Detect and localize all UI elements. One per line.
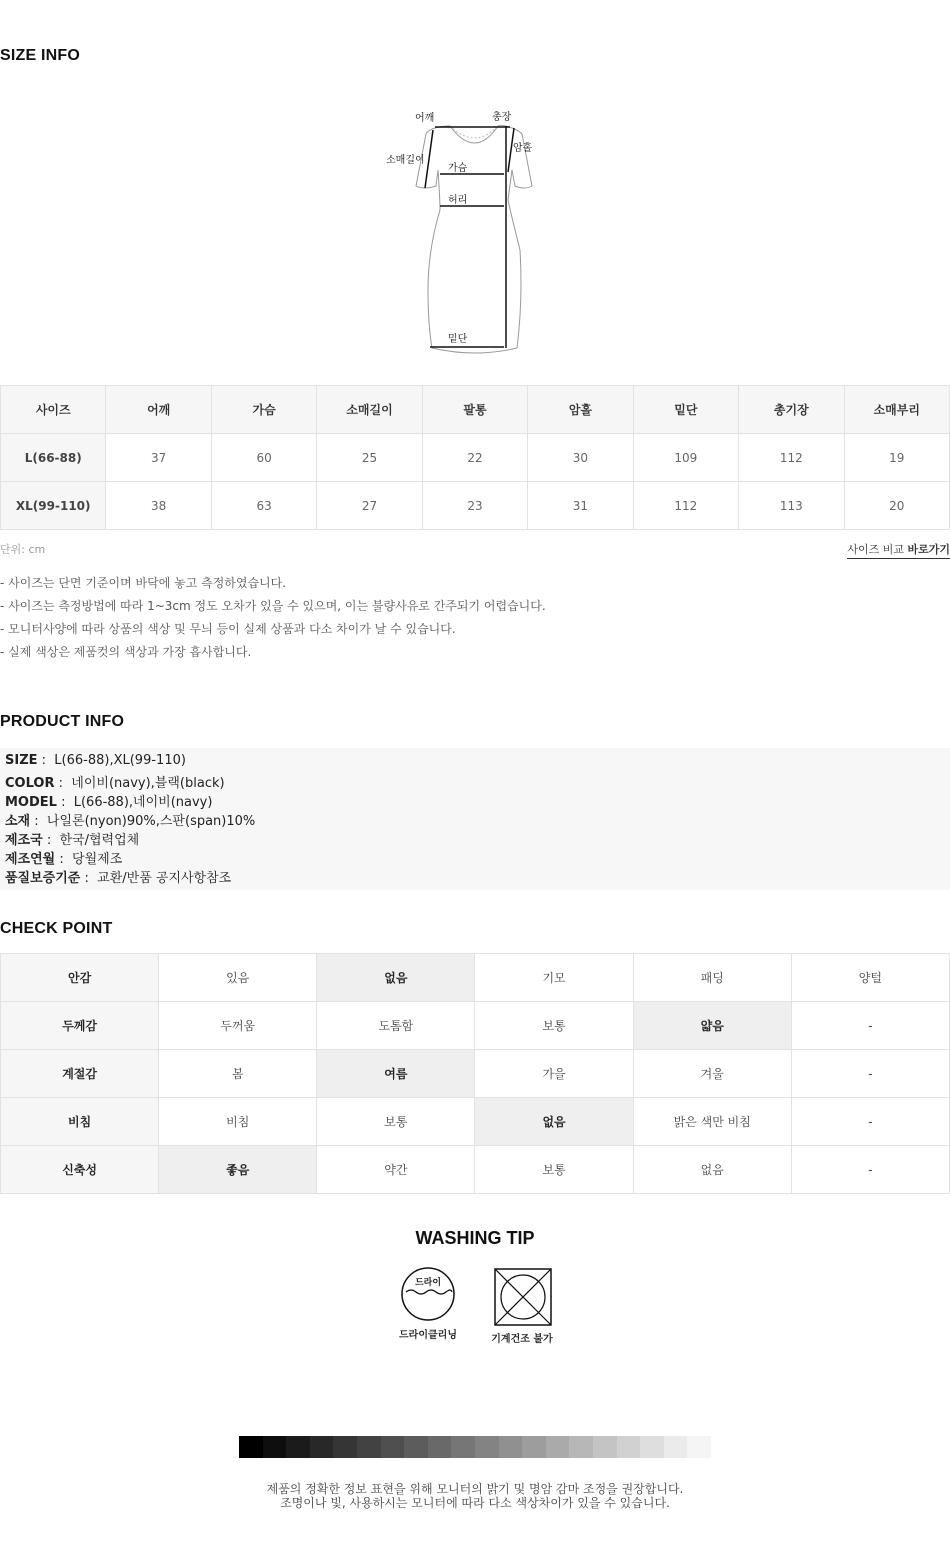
grayscale-swatch [451, 1436, 475, 1458]
product-info-row: 소재 : 나일론(nyon)90%,스판(span)10% [5, 814, 256, 829]
check-point-option: 패딩 [633, 954, 791, 1002]
grayscale-swatch [687, 1436, 711, 1458]
dry-clean-icon-text: 드라이 [414, 1278, 442, 1288]
size-cell: 37 [106, 434, 211, 482]
check-point-label: 두께감 [1, 1002, 159, 1050]
grayscale-swatch [381, 1436, 405, 1458]
grayscale-swatch [593, 1436, 617, 1458]
neckline-stitch [450, 126, 498, 138]
product-info-value: 당월제조 [72, 852, 123, 867]
check-point-option: 없음 [633, 1146, 791, 1194]
grayscale-swatch [357, 1436, 381, 1458]
size-compare-link-text: 바로가기 [907, 543, 950, 556]
product-info-value: L(66-88),XL(99-110) [54, 753, 186, 768]
check-point-option: 가을 [475, 1050, 633, 1098]
size-cell: 113 [739, 482, 844, 530]
size-cell: 60 [211, 434, 316, 482]
size-header: 암홀 [528, 386, 633, 434]
check-point-option: - [791, 1050, 949, 1098]
product-info-value: 나일론(nyon)90%,스판(span)10% [46, 814, 256, 829]
product-info-row: 제조국 : 한국/협력업체 [5, 833, 140, 848]
check-point-option: 있음 [159, 954, 317, 1002]
check-point-option: 밝은 색만 비침 [633, 1098, 791, 1146]
check-point-option-selected: 없음 [475, 1098, 633, 1146]
size-cell: 27 [317, 482, 422, 530]
product-info-box [0, 748, 950, 890]
grayscale-swatch [475, 1436, 499, 1458]
disclaimer-line: 제품의 정확한 정보 표현을 위해 모니터의 밝기 및 명암 감마 조정을 권장합니다. [266, 1482, 684, 1496]
check-point-option: 두꺼움 [159, 1002, 317, 1050]
check-point-label: 비침 [1, 1098, 159, 1146]
check-point-option: - [791, 1146, 949, 1194]
check-point-option: 보통 [475, 1002, 633, 1050]
product-info-value: L(66-88),네이비(navy) [73, 795, 213, 810]
table-row [1, 1002, 950, 1050]
product-info-key: MODEL [5, 795, 57, 810]
product-info-value: 한국/협력업체 [59, 833, 140, 848]
label-length: 총장 [492, 112, 512, 123]
check-point-option-selected: 여름 [317, 1050, 475, 1098]
size-cell: 31 [528, 482, 633, 530]
check-point-option: 도톰함 [317, 1002, 475, 1050]
dress-measurement-diagram [380, 100, 580, 360]
table-row [1, 1146, 950, 1194]
label-shoulder: 어깨 [415, 113, 435, 124]
check-point-option: 기모 [475, 954, 633, 1002]
product-info-key: 품질보증기준 [5, 871, 81, 886]
unit-label: 단위: cm [0, 543, 46, 556]
product-info-key: 제조연월 [5, 852, 56, 867]
grayscale-swatch [569, 1436, 593, 1458]
size-cell: L(66-88) [1, 434, 106, 482]
check-point-option: 비침 [159, 1098, 317, 1146]
size-table-header-row [1, 386, 950, 434]
product-info-key: 소재 [5, 814, 31, 829]
label-armhole: 암홀 [513, 143, 533, 154]
table-row [1, 434, 950, 482]
grayscale-swatch [428, 1436, 452, 1458]
label-sleeve: 소매길이 [386, 155, 425, 166]
product-info-value: 교환/반품 공지사항참조 [97, 871, 232, 886]
check-point-option: 약간 [317, 1146, 475, 1194]
size-compare-link[interactable] [847, 541, 950, 559]
size-header: 사이즈 [1, 386, 106, 434]
grayscale-swatch [286, 1436, 310, 1458]
washing-tip-title: WASHING TIP [415, 1228, 535, 1248]
size-notes [0, 574, 546, 666]
table-row [1, 1050, 950, 1098]
no-tumble-dry-label: 기계건조 불가 [491, 1334, 553, 1345]
size-header: 총기장 [739, 386, 844, 434]
grayscale-swatch [664, 1436, 688, 1458]
size-cell: XL(99-110) [1, 482, 106, 530]
dry-clean-label: 드라이클리닝 [399, 1330, 457, 1341]
grayscale-swatch [546, 1436, 570, 1458]
size-cell: 19 [844, 434, 950, 482]
table-row [1, 954, 950, 1002]
product-info-key: SIZE [5, 753, 38, 768]
size-header: 팔통 [422, 386, 527, 434]
disclaimer-line: 조명이나 빛, 사용하시는 모니터에 따라 다소 색상차이가 있을 수 있습니다. [280, 1496, 670, 1510]
product-info-title: PRODUCT INFO [0, 713, 125, 730]
size-compare-prefix: 사이즈 비교 [847, 543, 904, 556]
size-cell: 30 [528, 434, 633, 482]
check-point-table [0, 953, 950, 1194]
check-point-option: 보통 [475, 1146, 633, 1194]
list-item: - 사이즈는 단면 기준이며 바닥에 놓고 측정하였습니다. [0, 576, 287, 590]
product-info-row: 제조연월 : 당월제조 [5, 852, 123, 867]
size-info-title: SIZE INFO [0, 47, 81, 64]
size-cell: 25 [317, 434, 422, 482]
table-row [1, 482, 950, 530]
check-point-option: 봄 [159, 1050, 317, 1098]
check-point-label: 계절감 [1, 1050, 159, 1098]
check-point-label: 신축성 [1, 1146, 159, 1194]
no-tumble-dry-icon [494, 1268, 552, 1326]
size-table [0, 385, 950, 530]
check-point-label: 안감 [1, 954, 159, 1002]
size-header: 밑단 [633, 386, 738, 434]
size-cell: 20 [844, 482, 950, 530]
product-info-value: 네이비(navy),블랙(black) [71, 776, 225, 791]
check-point-option: 겨울 [633, 1050, 791, 1098]
size-header: 소매길이 [317, 386, 422, 434]
size-cell: 109 [633, 434, 738, 482]
size-cell: 23 [422, 482, 527, 530]
label-chest: 가슴 [448, 163, 468, 174]
grayscale-swatch [640, 1436, 664, 1458]
check-point-title: CHECK POINT [0, 920, 113, 937]
product-info-row: 품질보증기준 : 교환/반품 공지사항참조 [5, 871, 232, 886]
list-item: - 사이즈는 측정방법에 따라 1~3cm 정도 오차가 있을 수 있으며, 이는 불량사유로 간주되기 어렵습니다. [0, 599, 546, 613]
size-cell: 63 [211, 482, 316, 530]
check-point-option-selected: 얇음 [633, 1002, 791, 1050]
check-point-option: - [791, 1002, 949, 1050]
label-waist: 허리 [448, 195, 468, 206]
grayscale-swatch [239, 1436, 263, 1458]
check-point-option-selected: 없음 [317, 954, 475, 1002]
grayscale-swatch [310, 1436, 334, 1458]
list-item: - 실제 색상은 제품컷의 색상과 가장 흡사합니다. [0, 645, 252, 659]
size-cell: 38 [106, 482, 211, 530]
table-row [1, 1098, 950, 1146]
grayscale-calibration-bar [239, 1436, 711, 1458]
grayscale-swatch [499, 1436, 523, 1458]
dry-clean-icon [400, 1266, 456, 1322]
grayscale-swatch [333, 1436, 357, 1458]
check-point-option-selected: 좋음 [159, 1146, 317, 1194]
grayscale-swatch [404, 1436, 428, 1458]
product-info-key: 제조국 [5, 833, 43, 848]
check-point-option: 양털 [791, 954, 949, 1002]
size-header: 소매부리 [844, 386, 950, 434]
product-info-row: MODEL : L(66-88),네이비(navy) [5, 795, 213, 810]
size-header: 가슴 [211, 386, 316, 434]
size-cell: 22 [422, 434, 527, 482]
grayscale-swatch [522, 1436, 546, 1458]
sleeve-line [425, 130, 433, 188]
grayscale-swatch [617, 1436, 641, 1458]
check-point-option: - [791, 1098, 949, 1146]
size-cell: 112 [633, 482, 738, 530]
product-info-row: COLOR : 네이비(navy),블랙(black) [5, 776, 225, 791]
label-hem: 밑단 [448, 334, 468, 345]
check-point-option: 보통 [317, 1098, 475, 1146]
product-info-row: SIZE : L(66-88),XL(99-110) [5, 753, 186, 768]
list-item: - 모니터사양에 따라 상품의 색상 및 무늬 등이 실제 상품과 다소 차이가 날 수 있습니다. [0, 622, 456, 636]
size-header: 어깨 [106, 386, 211, 434]
size-cell: 112 [739, 434, 844, 482]
grayscale-swatch [263, 1436, 287, 1458]
dress-outline [416, 125, 532, 353]
product-info-key: COLOR [5, 776, 55, 791]
